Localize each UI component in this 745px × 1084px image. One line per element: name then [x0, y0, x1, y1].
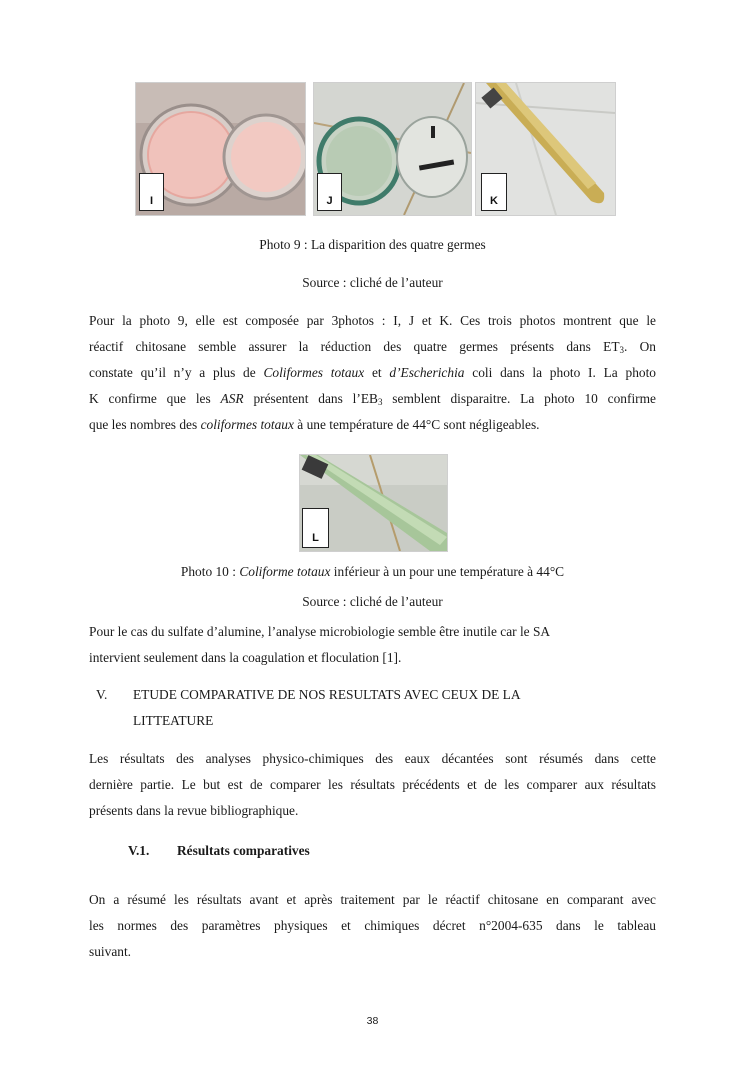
photo-label-i: I: [139, 173, 164, 211]
photo-i: [135, 82, 306, 216]
text-run: réactif chitosane semble assurer la réduction des quatre germes présents dans ET: [89, 339, 620, 354]
photo9-caption: Photo 9 : La disparition des quatre germes: [259, 237, 486, 252]
paragraph-line: [89, 412, 656, 438]
paragraph-line: [89, 334, 656, 360]
text-run: constate qu’il n’y a plus de: [89, 365, 264, 380]
photo-label-k: K: [481, 173, 507, 211]
photo-l: [299, 454, 448, 552]
paragraph-photo9-description: [89, 308, 656, 438]
section-v1-title: Résultats comparatives: [177, 843, 310, 858]
photo9-source: Source : cliché de l’auteur: [302, 275, 443, 290]
section-v-title: [133, 682, 653, 734]
photo10-source: Source : cliché de l’auteur: [302, 594, 443, 609]
section-v1-number: V.1.: [128, 843, 150, 858]
photo-label-j: J: [317, 173, 342, 211]
paragraph-line: présents dans la revue bibliographique.: [89, 803, 299, 818]
text-run: présentent dans l’EB: [243, 391, 378, 406]
heading-line: LITTEATURE: [133, 713, 214, 728]
photo10-caption: [0, 564, 745, 580]
paragraph-line: suivant.: [89, 944, 132, 959]
text-run: . On: [624, 339, 656, 354]
paragraph-comparison: [89, 887, 656, 965]
text-run: à une température de 44°C sont négligeables.: [293, 417, 540, 432]
text-run: et: [364, 365, 390, 380]
subscript: 3: [377, 397, 383, 407]
paragraph-line: Pour le cas du sulfate d’alumine, l’analyse microbiologie semble être inutile car le SA: [89, 624, 551, 639]
italic-text: d’Escherichia: [389, 365, 465, 380]
paragraph-line: intervient seulement dans la coagulation et floculation [1].: [89, 650, 402, 665]
paragraph-line: On a résumé les résultats avant et après traitement par le réactif chitosane en comparant avec: [89, 892, 656, 907]
photo-k: [475, 82, 616, 216]
page-number: 38: [366, 1015, 379, 1027]
subscript: 3: [619, 345, 625, 355]
photo-label-l: L: [302, 508, 329, 548]
text-run: inférieur à un pour une température à 44°C: [330, 564, 565, 579]
photo-j: [313, 82, 472, 216]
paragraph-line: Les résultats des analyses physico-chimiques des eaux décantées sont résumés dans cette: [89, 751, 656, 766]
paragraph-line: [89, 360, 656, 386]
italic-text: coliformes totaux: [200, 417, 294, 432]
text-run: semblent disparaitre. La photo 10 confirme: [382, 391, 657, 406]
italic-text: Coliforme totaux: [239, 564, 331, 579]
paragraph-line: les normes des paramètres physiques et chimiques décret n°2004-635 dans le tableau: [89, 918, 656, 933]
paragraph-line: [89, 386, 656, 412]
italic-text: ASR: [220, 391, 244, 406]
section-v-number: V.: [96, 687, 108, 702]
paragraph-line: Pour la photo 9, elle est composée par 3photos : I, J et K. Ces trois photos montrent que le: [89, 313, 656, 328]
text-run: que les nombres des: [89, 417, 201, 432]
paragraph-line: dernière partie. Le but est de comparer les résultats précédents et de les comparer aux résultats: [89, 777, 656, 792]
paragraph-results-intro: [89, 746, 656, 824]
text-run: K confirme que les: [89, 391, 221, 406]
text-run: Photo 10 :: [180, 564, 240, 579]
paragraph-sulfate-alumine: [89, 619, 656, 671]
italic-text: Coliformes totaux: [263, 365, 365, 380]
text-run: coli dans la photo I. La photo: [464, 365, 656, 380]
heading-line: ETUDE COMPARATIVE DE NOS RESULTATS AVEC CEUX DE LA: [133, 687, 521, 702]
